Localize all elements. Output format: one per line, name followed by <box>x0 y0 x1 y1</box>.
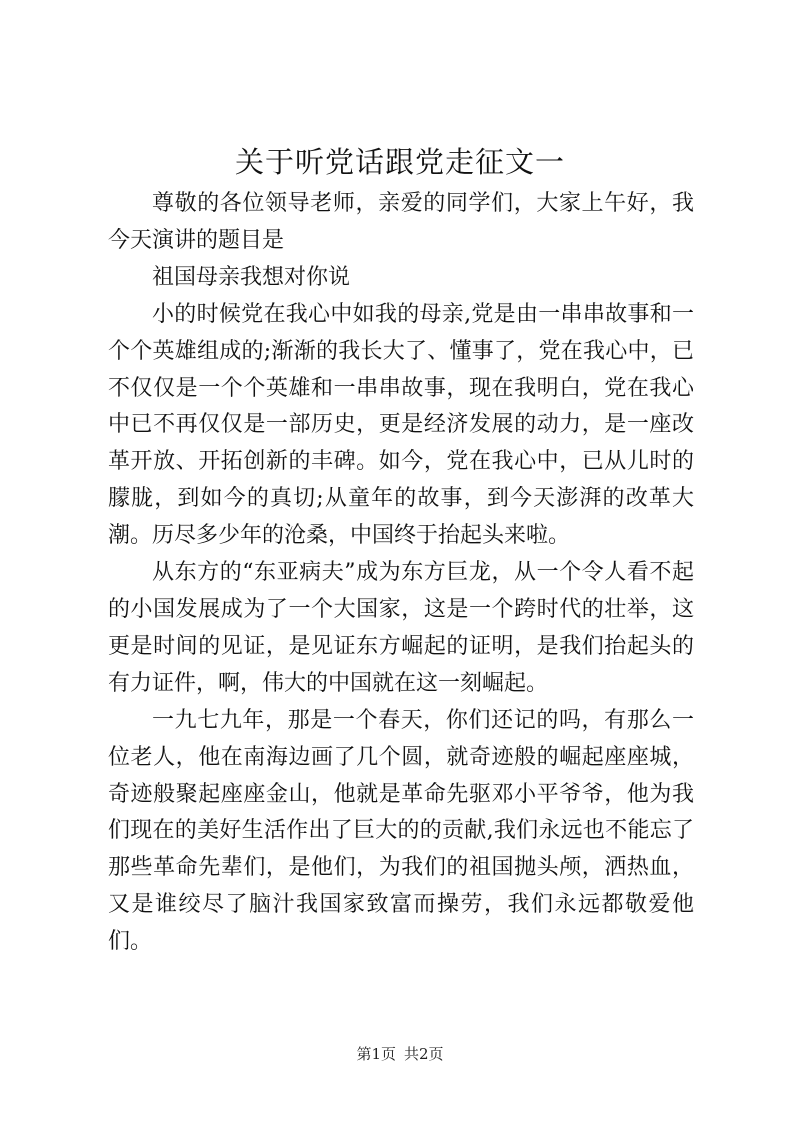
document-body <box>108 186 694 961</box>
paragraph-greeting: 尊敬的各位领导老师，亲爱的同学们，大家上午好，我今天演讲的题目是 <box>108 191 694 253</box>
paragraph-speech-title: 祖国母亲我想对你说 <box>152 264 351 290</box>
paragraph-childhood: 小的时候党在我心中如我的母亲,党是由一串串故事和一个个英雄组成的;渐渐的我长大了、懂事了，党在我心中，已不仅仅是一个个英雄和一串串故事，现在我明白，党在我心中已不再仅仅是一部历史，更是经济发展的动力，是一座改革开放、开拓创新的丰碑。如今，党在我心中，已从儿时的朦胧，到如今的真切;从童年的故事，到今天澎湃的改革大潮。历尽多少年的沧桑，中国终于抬起头来啦。 <box>108 301 694 549</box>
page-number: 第1页 <box>356 1045 396 1063</box>
page-footer <box>0 1044 800 1064</box>
document-title: 关于听党话跟党走征文一 <box>234 145 565 179</box>
paragraph-1979: 一九七九年，那是一个春天，你们还记的吗，有那么一位老人，他在南海边画了几个圆，就奇迹般的崛起座座城，奇迹般聚起座座金山，他就是革命先驱邓小平爷爷，他为我们现在的美好生活作出了巨大的的贡献,我们永远也不能忘了那些革命先辈们，是他们，为我们的祖国抛头颅，洒热血，又是谁绞尽了脑汁我国家致富而操劳，我们永远都敬爱他们。 <box>108 707 694 955</box>
page-total: 共2页 <box>404 1045 444 1063</box>
paragraph-rise-of-china: 从东方的“东亚病夫”成为东方巨龙，从一个令人看不起的小国发展成为了一个大国家，这是一个跨时代的壮举，这更是时间的见证，是见证东方崛起的证明，是我们抬起头的有力证件，啊，伟大的中国就在这一刻崛起。 <box>108 560 694 696</box>
